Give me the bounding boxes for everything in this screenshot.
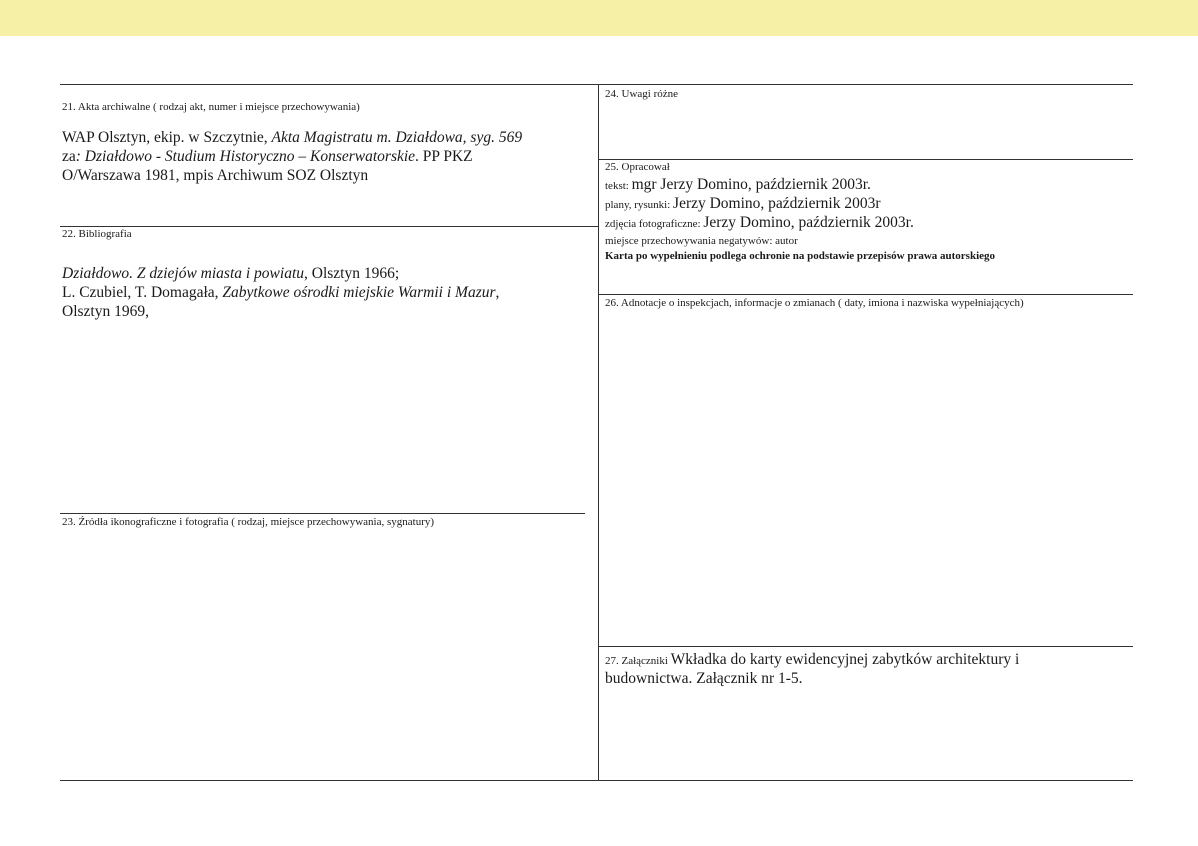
copyright-notice: Karta po wypełnieniu podlega ochronie na podstawie przepisów prawa autorskiego bbox=[605, 250, 996, 262]
divider-22-23 bbox=[60, 513, 585, 514]
section-27-line-1: 27. Załączniki Wkładka do karty ewidencyjnej zabytków architektury i bbox=[605, 651, 1020, 668]
section-21-line-1: WAP Olsztyn, ekip. w Szczytnie, Akta Magistratu m. Działdowa, syg. 569 bbox=[62, 129, 523, 146]
section-25-label: 25. Opracował bbox=[605, 161, 670, 173]
section-22-label: 22. Bibliografia bbox=[62, 228, 132, 240]
top-border bbox=[60, 84, 1133, 85]
divider-24-25 bbox=[598, 159, 1133, 160]
section-23-label: 23. Źródła ikonograficzne i fotografia ( rodzaj, miejsce przechowywania, sygnatury) bbox=[62, 516, 435, 528]
section-25-zdjecia: zdjęcia fotograficzne: Jerzy Domino, październik 2003r. bbox=[605, 214, 914, 231]
section-25-tekst: tekst: mgr Jerzy Domino, październik 2003r. bbox=[605, 176, 871, 193]
section-25-plany: plany, rysunki: Jerzy Domino, październik 2003r bbox=[605, 195, 881, 212]
divider-26-27 bbox=[598, 646, 1133, 647]
section-26-label: 26. Adnotacje o inspekcjach, informacje o zmianach ( daty, imiona i nazwiska wypełniających) bbox=[605, 297, 1024, 309]
divider-25-26 bbox=[598, 294, 1133, 295]
section-22-line-1: Działdowo. Z dziejów miasta i powiatu, Olsztyn 1966; bbox=[62, 265, 400, 282]
section-21-label: 21. Akta archiwalne ( rodzaj akt, numer i miejsce przechowywania) bbox=[62, 101, 360, 113]
column-divider bbox=[598, 84, 599, 780]
section-21-line-2: za: Działdowo - Studium Historyczno – Konserwatorskie. PP PKZ bbox=[62, 148, 473, 165]
section-21-line-3: O/Warszawa 1981, mpis Archiwum SOZ Olsztyn bbox=[62, 167, 369, 184]
section-25-negatywy: miejsce przechowywania negatywów: autor bbox=[605, 235, 798, 247]
section-22-line-2: L. Czubiel, T. Domagała, Zabytkowe ośrodki miejskie Warmii i Mazur, bbox=[62, 284, 500, 301]
section-24-label: 24. Uwagi różne bbox=[605, 88, 679, 100]
section-27-line-2: budownictwa. Załącznik nr 1-5. bbox=[605, 670, 803, 687]
yellow-top-band bbox=[0, 0, 1198, 36]
section-22-line-3: Olsztyn 1969, bbox=[62, 303, 149, 320]
bottom-border bbox=[60, 780, 1133, 781]
divider-21-22 bbox=[60, 226, 598, 227]
